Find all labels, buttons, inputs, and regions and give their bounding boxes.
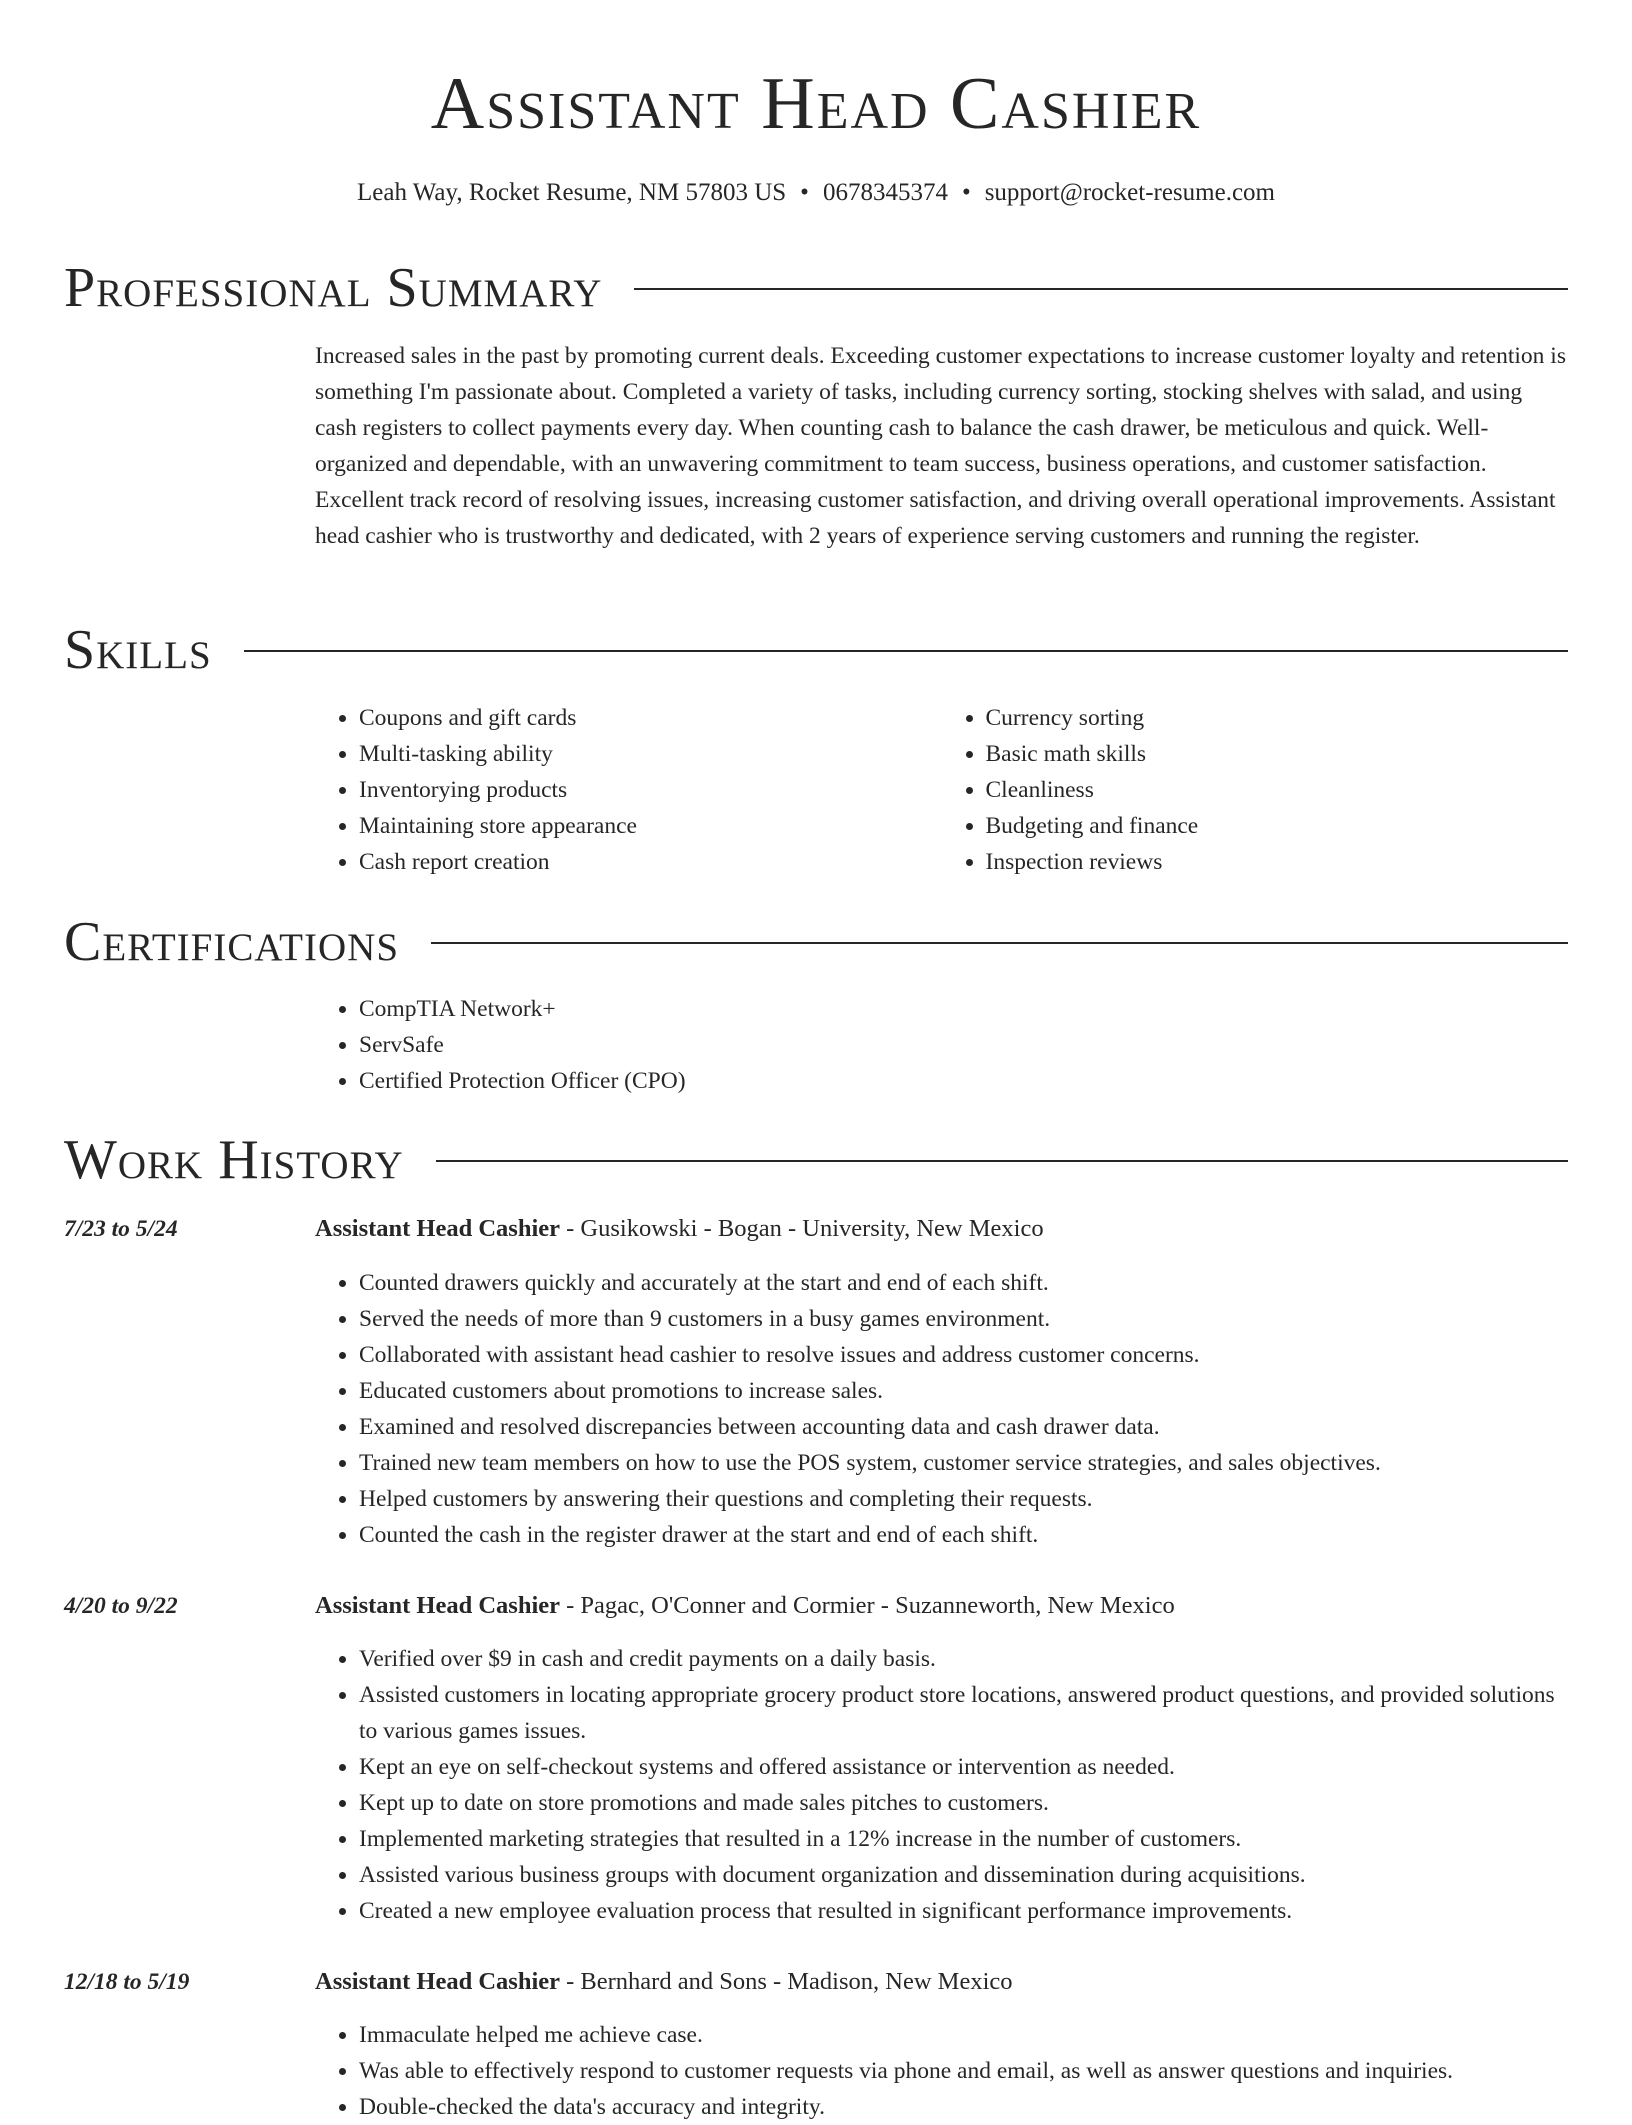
skill-item: • Maintaining store appearance — [359, 808, 942, 844]
job-bullet: • Helped customers by answering their questions and completing their requests. — [359, 1481, 1568, 1517]
section-title-certifications: Certifications — [64, 911, 400, 973]
skill-item: • Inventorying products — [359, 772, 942, 808]
job-bullet: • Counted drawers quickly and accurately at the start and end of each shift. — [359, 1265, 1568, 1301]
certification-item: • Certified Protection Officer (CPO) — [359, 1063, 1568, 1099]
job-heading — [315, 1211, 1044, 1247]
skill-item: • Basic math skills — [986, 736, 1569, 772]
skill-item: • Currency sorting — [986, 700, 1569, 736]
skill-item: • Multi-tasking ability — [359, 736, 942, 772]
job-bullet: • Assisted customers in locating appropriate grocery product store locations, answered product questions, and provided solutions to various games issues. — [359, 1677, 1568, 1749]
certification-item: • CompTIA Network+ — [359, 991, 1568, 1027]
job-heading — [315, 1964, 1013, 2000]
job-title: Assistant Head Cashier — [315, 1592, 561, 1619]
resume-title: Assistant Head Cashier — [430, 63, 1202, 145]
contact-separator: • — [800, 179, 809, 206]
job-bullet: • Kept up to date on store promotions and made sales pitches to customers. — [359, 1785, 1568, 1821]
section-title-skills: Skills — [64, 619, 212, 681]
contact-phone: 0678345374 — [822, 179, 948, 206]
skill-item: • Coupons and gift cards — [359, 700, 942, 736]
skill-item: • Cash report creation — [359, 844, 942, 880]
job-employer: - Gusikowski - Bogan - University, New Mexico — [560, 1215, 1044, 1242]
job-bullet: • Kept an eye on self-checkout systems and offered assistance or intervention as needed. — [359, 1749, 1568, 1785]
job-bullet: • Was able to effectively respond to customer requests via phone and email, as well as answer questions and inquiries. — [359, 2053, 1568, 2089]
section-divider — [244, 650, 1568, 652]
job-bullet: • Verified over $9 in cash and credit payments on a daily basis. — [359, 1641, 1568, 1677]
summary-text: Increased sales in the past by promoting current deals. Exceeding customer expectations to increase customer loyalty and retention is something I'm passionate about. Completed a variety of tasks, including currency sorting, stocking shelves with salad, and using cash registers to collect payments every day. When counting cash to balance the cash drawer, be meticulous and quick. Well-organized and dependable, with an unwavering commitment to team success, business operations, and customer satisfaction. Excellent track record of resolving issues, increasing customer satisfaction, and driving overall operational improvements. Assistant head cashier who is trustworthy and dedicated, with 2 years of experience serving customers and running the register. — [315, 343, 1566, 549]
job-bullet: • Collaborated with assistant head cashier to resolve issues and address customer concerns. — [359, 1337, 1568, 1373]
job-bullet: • Assisted various business groups with document organization and dissemination during acquisitions. — [359, 1857, 1568, 1893]
job-bullet: • Immaculate helped me achieve case. — [359, 2017, 1568, 2053]
job-title: Assistant Head Cashier — [315, 1215, 561, 1242]
contact-separator: • — [961, 179, 971, 206]
job-bullet: • Double-checked the data's accuracy and integrity. — [359, 2089, 1568, 2125]
contact-email[interactable]: support@rocket-resume.com — [984, 179, 1275, 206]
job-heading — [315, 1588, 1175, 1624]
section-certifications-header — [64, 910, 1568, 974]
section-title-summary: Professional Summary — [64, 257, 603, 319]
contact-address: Leah Way, Rocket Resume, NM 57803 US — [356, 179, 787, 206]
section-title-work-history: Work History — [64, 1129, 404, 1191]
job-dates: 4/20 to 9/22 — [64, 1593, 178, 1619]
contact-line — [0, 178, 1632, 208]
job-bullet: • Counted the cash in the register drawer at the start and end of each shift. — [359, 1517, 1568, 1553]
skill-item: • Cleanliness — [986, 772, 1569, 808]
skills-list-left — [315, 700, 942, 880]
job-employer: - Pagac, O'Conner and Cormier - Suzanneworth, New Mexico — [560, 1592, 1175, 1619]
job-bullet: • Trained new team members on how to use the POS system, customer service strategies, and sales objectives. — [359, 1445, 1568, 1481]
section-divider — [634, 288, 1568, 290]
job-bullet: • Created a new employee evaluation process that resulted in significant performance improvements. — [359, 1893, 1568, 1929]
certifications-list-wrap — [315, 991, 1568, 1099]
job-title: Assistant Head Cashier — [315, 1968, 561, 1995]
certification-item: • ServSafe — [359, 1027, 1568, 1063]
section-summary-header — [64, 256, 1568, 320]
job-bullets — [315, 1641, 1568, 1929]
job-bullet: • Examined and resolved discrepancies between accounting data and cash drawer data. — [359, 1409, 1568, 1445]
job-bullets — [315, 2017, 1568, 2125]
skills-list-right — [942, 700, 1569, 880]
job-bullet: • Educated customers about promotions to increase sales. — [359, 1373, 1568, 1409]
skill-item: • Budgeting and finance — [986, 808, 1569, 844]
job-bullet: • Implemented marketing strategies that resulted in a 12% increase in the number of customers. — [359, 1821, 1568, 1857]
skill-item: • Inspection reviews — [986, 844, 1569, 880]
skills-columns — [315, 700, 1568, 880]
job-bullets — [315, 1265, 1568, 1553]
section-divider — [436, 1160, 1568, 1162]
job-dates: 12/18 to 5/19 — [64, 1969, 190, 1995]
job-employer: - Bernhard and Sons - Madison, New Mexico — [560, 1968, 1013, 1995]
section-skills-header — [64, 618, 1568, 682]
section-work-history-header — [64, 1128, 1568, 1192]
job-bullet: • Served the needs of more than 9 customers in a busy games environment. — [359, 1301, 1568, 1337]
certifications-list — [315, 991, 1568, 1099]
job-dates: 7/23 to 5/24 — [64, 1216, 178, 1242]
section-divider — [431, 942, 1568, 944]
